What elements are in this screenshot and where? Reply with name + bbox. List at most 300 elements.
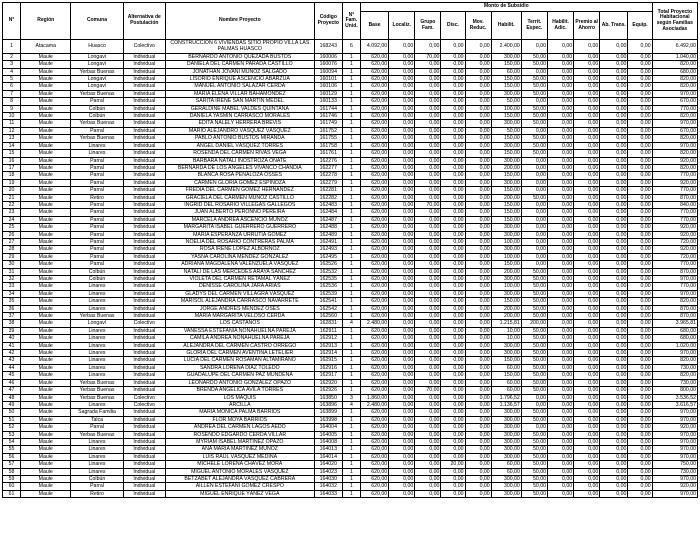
cell-region: Maule: [21, 431, 71, 438]
cell-adic: 0,00: [547, 61, 573, 68]
cell-adic: 0,00: [547, 172, 573, 179]
cell-base: 620,00: [360, 276, 388, 283]
cell-equip: 0,00: [628, 416, 652, 423]
cell-disc: 0,00: [441, 335, 465, 342]
cell-alternativa: Individual: [123, 290, 165, 297]
cell-grupo: 0,00: [415, 379, 441, 386]
cell-habilit: 200,00: [491, 268, 521, 275]
cell-disc: 0,00: [441, 453, 465, 460]
cell-habilit: 150,00: [491, 76, 521, 83]
header-territ: Territ. Espec.: [521, 12, 547, 40]
cell-region: Maule: [21, 327, 71, 334]
cell-comuna: Parral: [71, 172, 123, 179]
cell-alternativa: Individual: [123, 446, 165, 453]
cell-base: 620,00: [360, 305, 388, 312]
cell-comuna: Parral: [71, 424, 123, 431]
cell-region: Maule: [21, 120, 71, 127]
cell-comuna: Yerbas Buenas: [71, 135, 123, 142]
cell-localiz: 0,00: [389, 127, 415, 134]
cell-mov: 0,00: [465, 401, 491, 408]
cell-premio: 0,00: [574, 113, 600, 120]
cell-equip: 0,00: [628, 238, 652, 245]
cell-total: 920,00: [652, 179, 697, 186]
cell-localiz: 0,00: [389, 83, 415, 90]
cell-region: Maule: [21, 357, 71, 364]
cell-premio: 0,00: [574, 61, 600, 68]
cell-disc: 0,00: [441, 468, 465, 475]
cell-total: 770,00: [652, 187, 697, 194]
cell-alternativa: Individual: [123, 142, 165, 149]
cell-total: 920,00: [652, 483, 697, 490]
cell-nombre: LUCIA DEL CARMEN ROSAMAN ALTAMIRANO: [165, 357, 314, 364]
cell-premio: 0,00: [574, 431, 600, 438]
cell-equip: 0,00: [628, 164, 652, 171]
cell-disc: 0,00: [441, 253, 465, 260]
cell-disc: 0,00: [441, 327, 465, 334]
cell-total: 770,00: [652, 283, 697, 290]
cell-n: 39: [3, 327, 21, 334]
cell-comuna: Parral: [71, 164, 123, 171]
cell-adic: 0,00: [547, 438, 573, 445]
cell-equip: 0,00: [628, 290, 652, 297]
cell-premio: 0,00: [574, 209, 600, 216]
cell-comuna: Linares: [71, 401, 123, 408]
cell-equip: 0,00: [628, 142, 652, 149]
cell-alternativa: Individual: [123, 357, 165, 364]
cell-alternativa: Individual: [123, 194, 165, 201]
cell-habilit: 300,00: [491, 453, 521, 460]
cell-base: 620,00: [360, 268, 388, 275]
cell-disc: 0,00: [441, 127, 465, 134]
cell-region: Maule: [21, 276, 71, 283]
cell-disc: 0,00: [441, 431, 465, 438]
cell-equip: 0,00: [628, 150, 652, 157]
cell-adic: 0,00: [547, 372, 573, 379]
table-row: [3, 327, 698, 334]
cell-alternativa: Individual: [123, 53, 165, 60]
cell-localiz: 0,00: [389, 201, 415, 208]
cell-fam: 1: [342, 335, 360, 342]
cell-ab: 0,00: [600, 335, 628, 342]
cell-habilit: 300,00: [491, 416, 521, 423]
cell-localiz: 0,00: [389, 298, 415, 305]
cell-n: 24: [3, 216, 21, 223]
table-row: [3, 68, 698, 75]
cell-total: 870,00: [652, 305, 697, 312]
cell-habilit: 150,00: [491, 372, 521, 379]
cell-base: 620,00: [360, 179, 388, 186]
cell-localiz: 0,00: [389, 216, 415, 223]
cell-disc: 0,00: [441, 224, 465, 231]
cell-region: Maule: [21, 246, 71, 253]
table-row: [3, 490, 698, 497]
header-equip: Equip.: [628, 12, 652, 40]
cell-adic: 0,00: [547, 83, 573, 90]
cell-premio: 0,00: [574, 105, 600, 112]
cell-territ: 0,00: [521, 424, 547, 431]
cell-region: Maule: [21, 105, 71, 112]
cell-equip: 0,00: [628, 490, 652, 497]
cell-grupo: 0,00: [415, 216, 441, 223]
cell-disc: 0,00: [441, 290, 465, 297]
cell-total: 730,00: [652, 379, 697, 386]
cell-premio: 0,00: [574, 179, 600, 186]
cell-n: 48: [3, 394, 21, 401]
cell-total: 970,00: [652, 431, 697, 438]
cell-equip: 0,00: [628, 105, 652, 112]
cell-comuna: Parral: [71, 246, 123, 253]
cell-base: 620,00: [360, 424, 388, 431]
cell-premio: 0,00: [574, 90, 600, 97]
cell-equip: 0,00: [628, 475, 652, 482]
cell-base: 620,00: [360, 490, 388, 497]
cell-codigo: 162526: [314, 261, 342, 268]
cell-equip: 0,00: [628, 298, 652, 305]
cell-codigo: 161758: [314, 142, 342, 149]
cell-grupo: 0,00: [415, 298, 441, 305]
cell-nombre: BETZABET ALEJANDRA VÁSQUEZ CABRERA: [165, 475, 314, 482]
cell-comuna: Parral: [71, 216, 123, 223]
cell-fam: 1: [342, 475, 360, 482]
cell-premio: 0,00: [574, 40, 600, 54]
cell-equip: 0,00: [628, 483, 652, 490]
cell-premio: 0,00: [574, 305, 600, 312]
cell-codigo: 162282: [314, 194, 342, 201]
cell-comuna: Linares: [71, 438, 123, 445]
cell-localiz: 0,00: [389, 150, 415, 157]
table-row: [3, 372, 698, 379]
cell-grupo: 0,00: [415, 490, 441, 497]
cell-fam: 1: [342, 194, 360, 201]
cell-premio: 0,00: [574, 98, 600, 105]
cell-mov: 0,00: [465, 209, 491, 216]
cell-comuna: Yerbas Buenas: [71, 387, 123, 394]
cell-base: 620,00: [360, 231, 388, 238]
cell-alternativa: Individual: [123, 98, 165, 105]
cell-ab: 0,00: [600, 76, 628, 83]
cell-codigo: 162541: [314, 298, 342, 305]
cell-alternativa: Individual: [123, 313, 165, 320]
cell-habilit: 300,00: [491, 424, 521, 431]
cell-base: 620,00: [360, 327, 388, 334]
cell-adic: 0,00: [547, 416, 573, 423]
cell-base: 620,00: [360, 446, 388, 453]
cell-ab: 0,00: [600, 461, 628, 468]
cell-disc: 0,00: [441, 179, 465, 186]
cell-adic: 0,00: [547, 431, 573, 438]
cell-nombre: ARCILLA: [165, 401, 314, 408]
cell-equip: 0,00: [628, 120, 652, 127]
cell-mov: 0,00: [465, 350, 491, 357]
table-row: [3, 468, 698, 475]
cell-n: 55: [3, 446, 21, 453]
cell-fam: 1: [342, 342, 360, 349]
table-row: [3, 416, 698, 423]
cell-nombre: EDITA NALELY HERRERA BREVIS: [165, 120, 314, 127]
cell-adic: 0,00: [547, 446, 573, 453]
cell-adic: 0,00: [547, 179, 573, 186]
cell-ab: 0,00: [600, 68, 628, 75]
cell-disc: 0,00: [441, 187, 465, 194]
cell-localiz: 0,00: [389, 283, 415, 290]
cell-nombre: BÁRBARA NATALI INOSTROZA OÑATE: [165, 157, 314, 164]
cell-localiz: 0,00: [389, 105, 415, 112]
cell-habilit: 300,00: [491, 142, 521, 149]
cell-adic: 0,00: [547, 327, 573, 334]
cell-mov: 0,00: [465, 105, 491, 112]
table-row: [3, 431, 698, 438]
cell-base: 620,00: [360, 120, 388, 127]
cell-total: 970,00: [652, 276, 697, 283]
cell-ab: 0,00: [600, 90, 628, 97]
cell-grupo: 0,00: [415, 394, 441, 401]
cell-habilit: 150,00: [491, 83, 521, 90]
cell-habilit: 200,00: [491, 313, 521, 320]
cell-n: 19: [3, 179, 21, 186]
cell-alternativa: Individual: [123, 216, 165, 223]
cell-grupo: 0,00: [415, 335, 441, 342]
cell-premio: 0,00: [574, 283, 600, 290]
cell-adic: 0,00: [547, 142, 573, 149]
cell-nombre: ADRIANA MAGDALENA VALENZUELA VÁSQUEZ: [165, 261, 314, 268]
cell-base: 620,00: [360, 76, 388, 83]
cell-region: Atacama: [21, 40, 71, 54]
cell-codigo: 163896: [314, 401, 342, 408]
cell-disc: 0,00: [441, 446, 465, 453]
cell-mov: 0,00: [465, 453, 491, 460]
cell-total: 820,00: [652, 135, 697, 142]
cell-nombre: JORGE ANDRÉS MÉNDEZ OSES: [165, 305, 314, 312]
header-ab: Ab. Trans.: [600, 12, 628, 40]
cell-alternativa: Individual: [123, 246, 165, 253]
cell-comuna: Linares: [71, 364, 123, 371]
cell-ab: 0,00: [600, 276, 628, 283]
cell-n: 57: [3, 461, 21, 468]
header-adic: Habilit. Adic.: [547, 12, 573, 40]
cell-disc: 0,00: [441, 105, 465, 112]
cell-premio: 0,00: [574, 187, 600, 194]
cell-total: 970,00: [652, 475, 697, 482]
cell-alternativa: Individual: [123, 409, 165, 416]
table-row: [3, 438, 698, 445]
cell-region: Maule: [21, 387, 71, 394]
cell-base: 620,00: [360, 224, 388, 231]
cell-nombre: SARITA IRENE SAN MARTIN MEDEL: [165, 98, 314, 105]
cell-region: Maule: [21, 409, 71, 416]
table-row: [3, 305, 698, 312]
cell-region: Maule: [21, 468, 71, 475]
cell-nombre: MICHELE LORENA CHÁVEZ MORA: [165, 461, 314, 468]
table-row: [3, 283, 698, 290]
cell-ab: 0,00: [600, 238, 628, 245]
cell-adic: 0,00: [547, 320, 573, 327]
cell-ab: 0,00: [600, 209, 628, 216]
cell-base: 620,00: [360, 150, 388, 157]
cell-codigo: 162483: [314, 201, 342, 208]
table-row: [3, 164, 698, 171]
cell-n: 41: [3, 342, 21, 349]
cell-ab: 0,00: [600, 216, 628, 223]
cell-region: Maule: [21, 201, 71, 208]
cell-comuna: Parral: [71, 238, 123, 245]
cell-grupo: 0,00: [415, 224, 441, 231]
cell-grupo: 0,00: [415, 305, 441, 312]
cell-equip: 0,00: [628, 179, 652, 186]
cell-grupo: 0,00: [415, 268, 441, 275]
cell-habilit: 150,00: [491, 201, 521, 208]
cell-total: 970,00: [652, 453, 697, 460]
cell-fam: 1: [342, 127, 360, 134]
cell-fam: 1: [342, 105, 360, 112]
cell-adic: 0,00: [547, 187, 573, 194]
cell-grupo: 70,00: [415, 387, 441, 394]
cell-region: Maule: [21, 76, 71, 83]
cell-alternativa: Individual: [123, 261, 165, 268]
cell-disc: 0,00: [441, 283, 465, 290]
cell-codigo: 162542: [314, 305, 342, 312]
cell-total: 970,00: [652, 290, 697, 297]
cell-territ: 50,00: [521, 364, 547, 371]
cell-comuna: Parral: [71, 127, 123, 134]
cell-grupo: 0,00: [415, 98, 441, 105]
cell-disc: 0,00: [441, 120, 465, 127]
cell-habilit: 300,00: [491, 475, 521, 482]
cell-grupo: 0,00: [415, 83, 441, 90]
cell-territ: 50,00: [521, 283, 547, 290]
cell-alternativa: Individual: [123, 113, 165, 120]
cell-codigo: 162489: [314, 231, 342, 238]
cell-comuna: Parral: [71, 231, 123, 238]
cell-equip: 0,00: [628, 135, 652, 142]
cell-codigo: 162917: [314, 372, 342, 379]
cell-localiz: 0,00: [389, 76, 415, 83]
cell-grupo: 0,00: [415, 238, 441, 245]
cell-grupo: 0,00: [415, 261, 441, 268]
cell-mov: 0,00: [465, 238, 491, 245]
cell-base: 620,00: [360, 142, 388, 149]
cell-codigo: 162914: [314, 350, 342, 357]
cell-adic: 0,00: [547, 268, 573, 275]
cell-codigo: 163850: [314, 394, 342, 401]
cell-ab: 0,00: [600, 438, 628, 445]
cell-mov: 0,00: [465, 261, 491, 268]
cell-territ: 0,00: [521, 216, 547, 223]
cell-equip: 0,00: [628, 261, 652, 268]
cell-alternativa: Individual: [123, 120, 165, 127]
cell-grupo: 0,00: [415, 135, 441, 142]
cell-nombre: ROSENDA DEL CARMEN RIVAS VEGA: [165, 150, 314, 157]
cell-alternativa: Individual: [123, 179, 165, 186]
cell-grupo: 0,00: [415, 453, 441, 460]
cell-region: Maule: [21, 364, 71, 371]
cell-ab: 0,00: [600, 298, 628, 305]
cell-nombre: BRENDA ANGÉLICA AVILA TORRES: [165, 387, 314, 394]
cell-codigo: 162277: [314, 164, 342, 171]
cell-alternativa: Individual: [123, 342, 165, 349]
cell-region: Maule: [21, 394, 71, 401]
cell-ab: 0,00: [600, 483, 628, 490]
cell-disc: 0,00: [441, 350, 465, 357]
cell-disc: 0,00: [441, 438, 465, 445]
cell-nombre: BERNARDO ANTONIO QUEZADA BUSTOS: [165, 53, 314, 60]
cell-n: 18: [3, 172, 21, 179]
cell-fam: 1: [342, 172, 360, 179]
cell-fam: 1: [342, 120, 360, 127]
cell-disc: 0,00: [441, 53, 465, 60]
cell-comuna: Parral: [71, 209, 123, 216]
cell-localiz: 0,00: [389, 424, 415, 431]
cell-comuna: Linares: [71, 298, 123, 305]
cell-codigo: 161752: [314, 127, 342, 134]
cell-premio: 0,00: [574, 261, 600, 268]
cell-territ: 50,00: [521, 83, 547, 90]
cell-territ: 0,00: [521, 201, 547, 208]
cell-base: 620,00: [360, 313, 388, 320]
cell-localiz: 0,00: [389, 231, 415, 238]
cell-nombre: YASNA CAROLINA MÉNDEZ GONZÁLEZ: [165, 253, 314, 260]
cell-disc: 0,00: [441, 364, 465, 371]
cell-ab: 0,00: [600, 468, 628, 475]
cell-territ: 0,00: [521, 261, 547, 268]
cell-total: 820,00: [652, 61, 697, 68]
cell-alternativa: Colectivo: [123, 40, 165, 54]
cell-equip: 0,00: [628, 172, 652, 179]
cell-codigo: 162488: [314, 224, 342, 231]
table-row: [3, 83, 698, 90]
cell-ab: 0,00: [600, 416, 628, 423]
cell-base: 620,00: [360, 483, 388, 490]
cell-grupo: 0,00: [415, 246, 441, 253]
cell-territ: 50,00: [521, 90, 547, 97]
cell-nombre: CARMEN GLORIA GÓMEZ ESPINOZA: [165, 179, 314, 186]
cell-n: 58: [3, 468, 21, 475]
cell-n: 26: [3, 231, 21, 238]
cell-fam: 4: [342, 320, 360, 327]
cell-nombre: LUIS RAÚL VÁSQUEZ MEDINA: [165, 453, 314, 460]
cell-localiz: 0,00: [389, 453, 415, 460]
cell-adic: 0,00: [547, 194, 573, 201]
cell-territ: 0,00: [521, 68, 547, 75]
cell-mov: 0,00: [465, 187, 491, 194]
cell-premio: 0,00: [574, 401, 600, 408]
cell-adic: 0,00: [547, 120, 573, 127]
cell-region: Maule: [21, 90, 71, 97]
cell-total: 720,00: [652, 253, 697, 260]
cell-total: 920,00: [652, 246, 697, 253]
cell-nombre: CAMILA ANDREA NONAHUELNA PAREJA: [165, 335, 314, 342]
cell-localiz: 0,00: [389, 475, 415, 482]
cell-n: 1: [3, 40, 21, 54]
cell-total: 770,00: [652, 105, 697, 112]
cell-premio: 0,00: [574, 231, 600, 238]
cell-comuna: Parral: [71, 253, 123, 260]
cell-alternativa: Individual: [123, 379, 165, 386]
cell-base: 620,00: [360, 157, 388, 164]
cell-nombre: NOELIA DEL ROSARIO CONTRERAS PALMA: [165, 238, 314, 245]
table-row: [3, 357, 698, 364]
cell-comuna: Yerbas Buenas: [71, 313, 123, 320]
table-row: [3, 90, 698, 97]
cell-territ: 50,00: [521, 335, 547, 342]
cell-mov: 0,00: [465, 305, 491, 312]
table-row: [3, 194, 698, 201]
cell-n: 3: [3, 61, 21, 68]
table-row: [3, 216, 698, 223]
cell-total: 840,00: [652, 201, 697, 208]
cell-codigo: 160133: [314, 98, 342, 105]
cell-alternativa: Individual: [123, 453, 165, 460]
cell-n: 59: [3, 475, 21, 482]
